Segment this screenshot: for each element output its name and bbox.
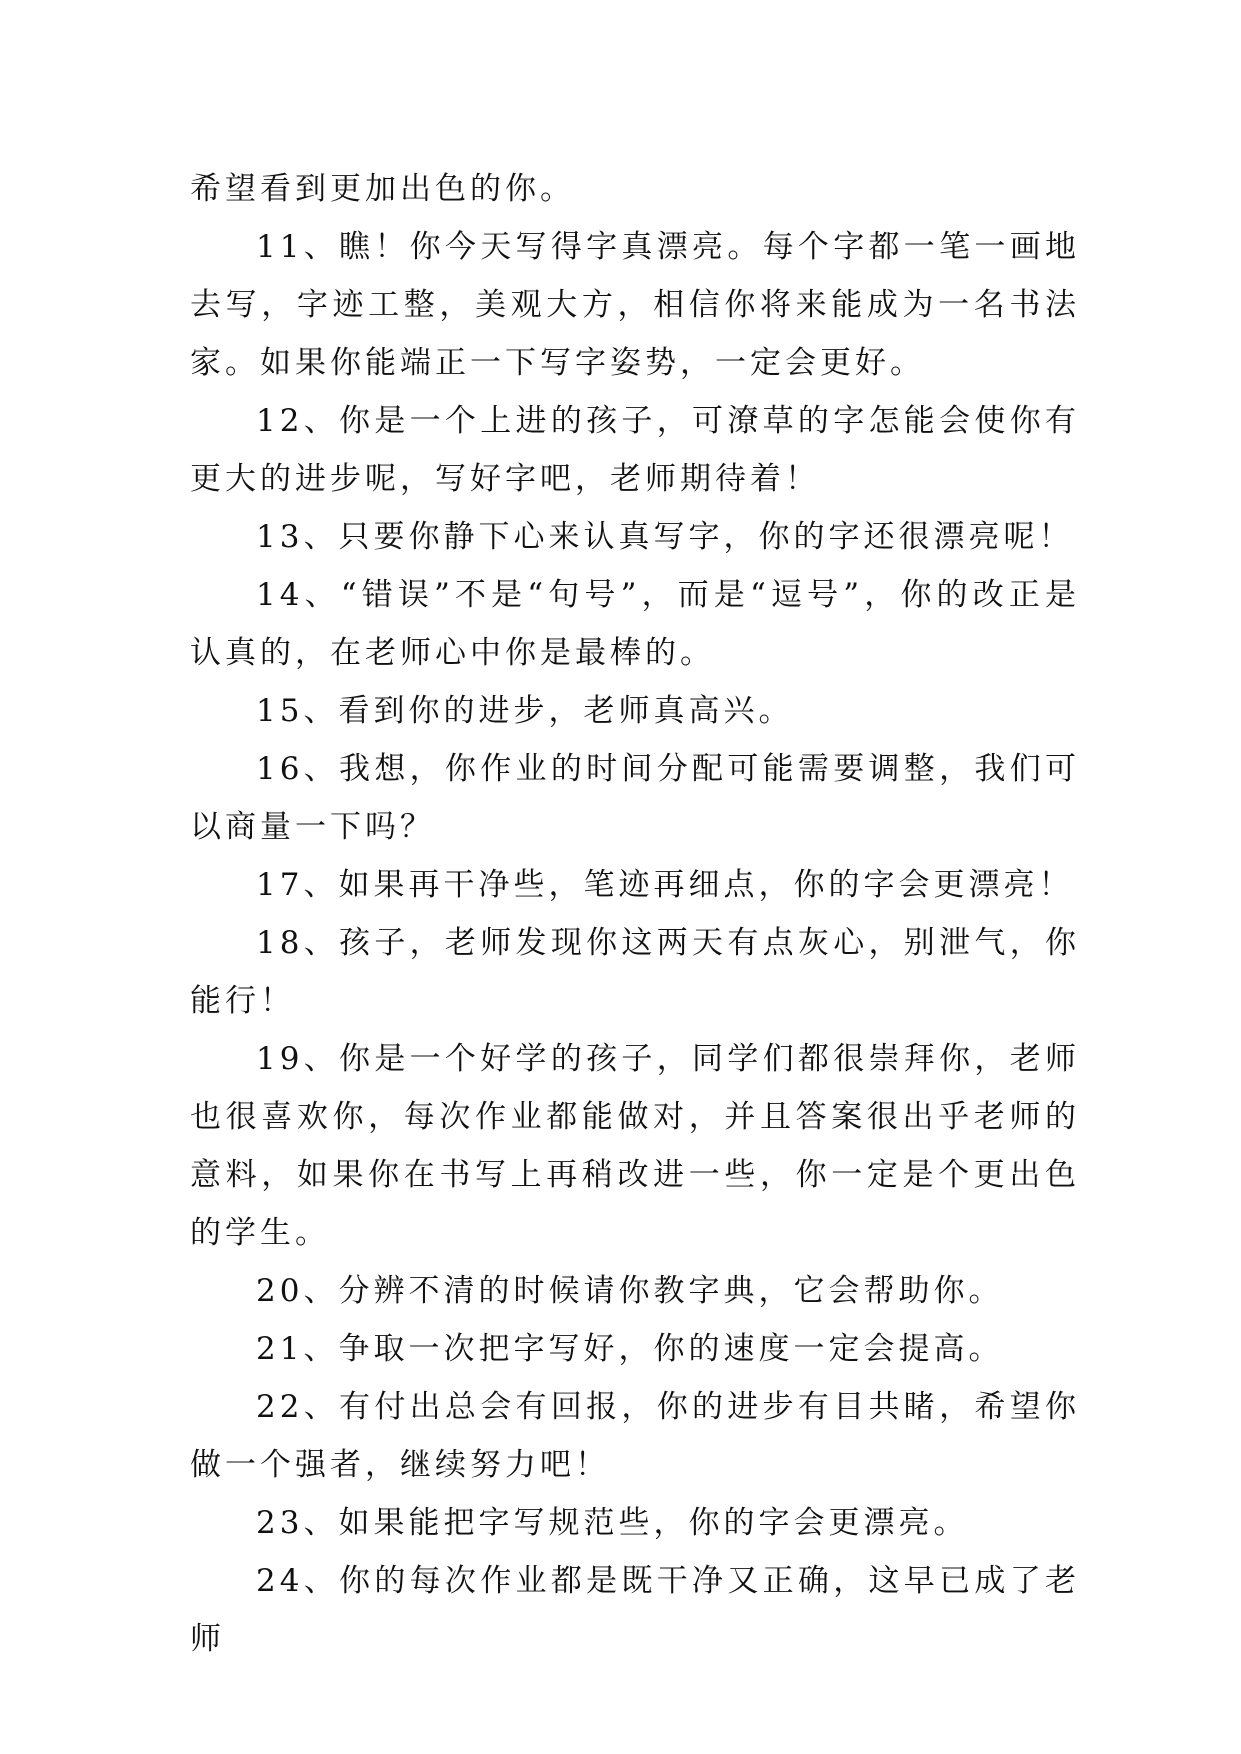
paragraph-item-16: 16、我想，你作业的时间分配可能需要调整，我们可以商量一下吗？ (190, 751, 1080, 845)
paragraph-item-11: 11、瞧！你今天写得字真漂亮。每个字都一笔一画地去写，字迹工整，美观大方，相信你将来能成为一名书法家。如果你能端正一下写字姿势，一定会更好。 (190, 229, 1080, 381)
paragraph-item-13: 13、只要你静下心来认真写字，你的字还很漂亮呢！ (256, 519, 1074, 555)
paragraph-item-12: 12、你是一个上进的孩子，可潦草的字怎能会使你有更大的进步呢，写好字吧，老师期待着！ (190, 403, 1080, 497)
document-body (190, 160, 1080, 1668)
paragraph-item-18: 18、孩子，老师发现你这两天有点灰心，别泄气，你能行！ (190, 925, 1080, 1019)
paragraph-item-23: 23、如果能把字写规范些，你的字会更漂亮。 (256, 1505, 969, 1541)
paragraph-continuation: 希望看到更加出色的你。 (190, 171, 575, 207)
paragraph-item-19: 19、你是一个好学的孩子，同学们都很崇拜你，老师也很喜欢你，每次作业都能做对，并且答案很出乎老师的意料，如果你在书写上再稍改进一些，你一定是个更出色的学生。 (190, 1041, 1080, 1251)
paragraph-item-17: 17、如果再干净些，笔迹再细点，你的字会更漂亮！ (256, 867, 1074, 903)
paragraph-item-20: 20、分辨不清的时候请你教字典，它会帮助你。 (256, 1273, 1004, 1309)
paragraph-item-22: 22、有付出总会有回报，你的进步有目共睹，希望你做一个强者，继续努力吧！ (190, 1389, 1080, 1483)
paragraph-item-21: 21、争取一次把字写好，你的速度一定会提高。 (256, 1331, 1004, 1367)
paragraph-item-24: 24、你的每次作业都是既干净又正确，这早已成了老师 (190, 1563, 1080, 1657)
paragraph-item-15: 15、看到你的进步，老师真高兴。 (256, 693, 794, 729)
paragraph-item-14: 14、“错误”不是“句号”，而是“逗号”，你的改正是认真的，在老师心中你是最棒的。 (190, 577, 1080, 671)
